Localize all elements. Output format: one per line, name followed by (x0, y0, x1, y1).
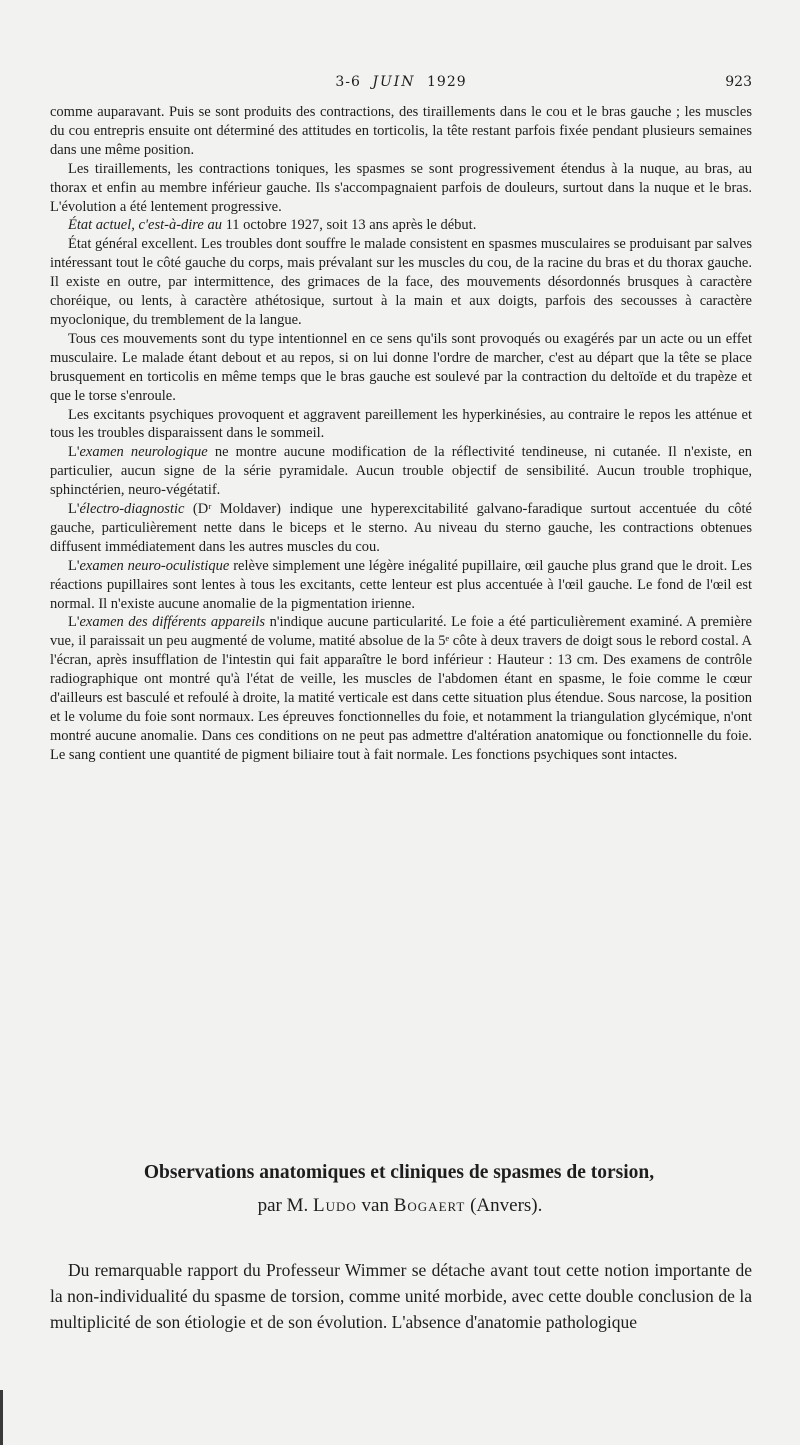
paragraph: comme auparavant. Puis se sont produits des contractions, des tiraillements dans le cou et le bras gauche ; les muscles du cou entrepris ensuite ont déterminé des attitudes en torticolis, la tête restant parfois fixée pendant plusieurs semaines dans une même position. (50, 104, 752, 158)
paragraph: L'examen neuro-oculistique relève simplement une légère inégalité pupillaire, œil gauche plus grand que le droit. Les réactions pupillaires sont lentes à tous les excitants, cette lenteur est plus accentuée à l'œil gauche. Le fond de l'œil est normal. Il n'existe aucune anomalie de la pigmentation irienne. (50, 557, 752, 612)
header-year: 1929 (427, 74, 467, 90)
paragraph: Tous ces mouvements sont du type intentionnel en ce sens qu'ils sont provoqués ou exagérés par un acte ou un effet musculaire. Le malade étant debout et au repos, si on lui donne l'ordre de marcher, c'est au départ que la tête se place brusquement en torticolis en même temps que le bras gauche est soulevé par la contraction du deltoïde et du trapèze et que le torse s'enroule. (50, 330, 752, 404)
case-report-text (50, 103, 752, 765)
header-date (50, 74, 752, 90)
paragraph: Les tiraillements, les contractions toniques, les spasmes se sont progressivement étendus à la nuque, au bras, au thorax et enfin au membre inférieur gauche. Ils s'accompagnaient parfois de douleurs, surtout dans la nuque et le bras. L'évolution a été lentement progressive. (50, 160, 752, 215)
paragraph: L'électro-diagnostic (Dʳ Moldaver) indique une hyperexcitabilité galvano-faradique surtout accentuée du côté gauche, particulièrement nette dans le biceps et le sterno. Au niveau du sterno gauche, les contractions obtenues diffusent immédiatement dans les autres muscles du cou. (50, 501, 752, 555)
paragraph: L'examen neurologique ne montre aucune modification de la réflectivité tendineuse, ni cutanée. Il n'existe, en particulier, aucun signe de la série pyramidale. Aucun trouble objectif de sensibilité. Aucun trouble trophique, sphinctérien, neuro-végétatif. (50, 444, 752, 499)
header-month: JUIN (372, 74, 416, 90)
author-first-name: Ludo (313, 1195, 357, 1216)
author-last-name: Bogaert (393, 1195, 466, 1216)
paragraph: État général excellent. Les troubles dont souffre le malade consistent en spasmes musculaires se produisant par salves intéressant tout le côté gauche du corps, mais prévalant sur les muscles du cou, de la racine du bras et du thorax gauche. Il existe en outre, par intermittence, des grimaces de la face, des mouvements désordonnés brusques à caractère choréique, ou lents, à caractère athétosique, surtout à la main et aux doigts, parfois des secousses à caractère myoclonique, du tremblement de la langue. (50, 236, 752, 328)
article-byline (0, 1195, 800, 1217)
header-issue: 3-6 (335, 74, 361, 90)
byline-prefix: par M. (257, 1195, 309, 1216)
paragraph: Du remarquable rapport du Professeur Wimmer se détache avant tout cette notion importante de la non-individualité du spasme de torsion, comme unité morbide, avec cette double conclusion de la multiplicité de son étiologie et de son évolution. L'absence d'anatomie pathologique (50, 1260, 752, 1332)
author-affiliation: (Anvers). (470, 1195, 543, 1216)
paragraph: État actuel, c'est-à-dire au 11 octobre 1927, soit 13 ans après le début. (68, 217, 477, 234)
page-number: 923 (725, 74, 752, 90)
running-header (50, 74, 752, 96)
author-particle: van (361, 1195, 389, 1216)
binding-edge (0, 1390, 3, 1445)
article-opening (50, 1257, 752, 1335)
paragraph: Les excitants psychiques provoquent et aggravent pareillement les hyperkinésies, au contraire le repos les atténue et tous les troubles disparaissent dans le sommeil. (50, 406, 752, 442)
article-title: Observations anatomiques et cliniques de spasmes de torsion, (143, 1162, 655, 1183)
paragraph: L'examen des différents appareils n'indique aucune particularité. Le foie a été particulièrement examiné. A première vue, il paraissait un peu augmenté de volume, matité absolue de la 5ᵉ côte à deux travers de doigt sous le rebord costal. A l'écran, après insufflation de l'intestin qui fait apparaître le bord inférieur : Hauteur : 13 cm. Des examens de contrôle radiographique ont montré qu'à l'état de veille, les muscles de l'abdomen étant en spasme, le foie comme le cœur d'ailleurs est basculé et refoulé à droite, la matité verticale est dans cette situation plus étendue. Sous narcose, la position et le volume du foie sont normaux. Les épreuves fonctionnelles du foie, et notamment la triangulation glycémique, n'ont montré aucune anomalie. Dans ces conditions on ne peut pas admettre d'altération anatomique ou fonctionnelle du foie. Le sang contient une quantité de pigment biliaire tout à fait normale. Les fonctions psychiques sont intactes. (50, 614, 752, 763)
